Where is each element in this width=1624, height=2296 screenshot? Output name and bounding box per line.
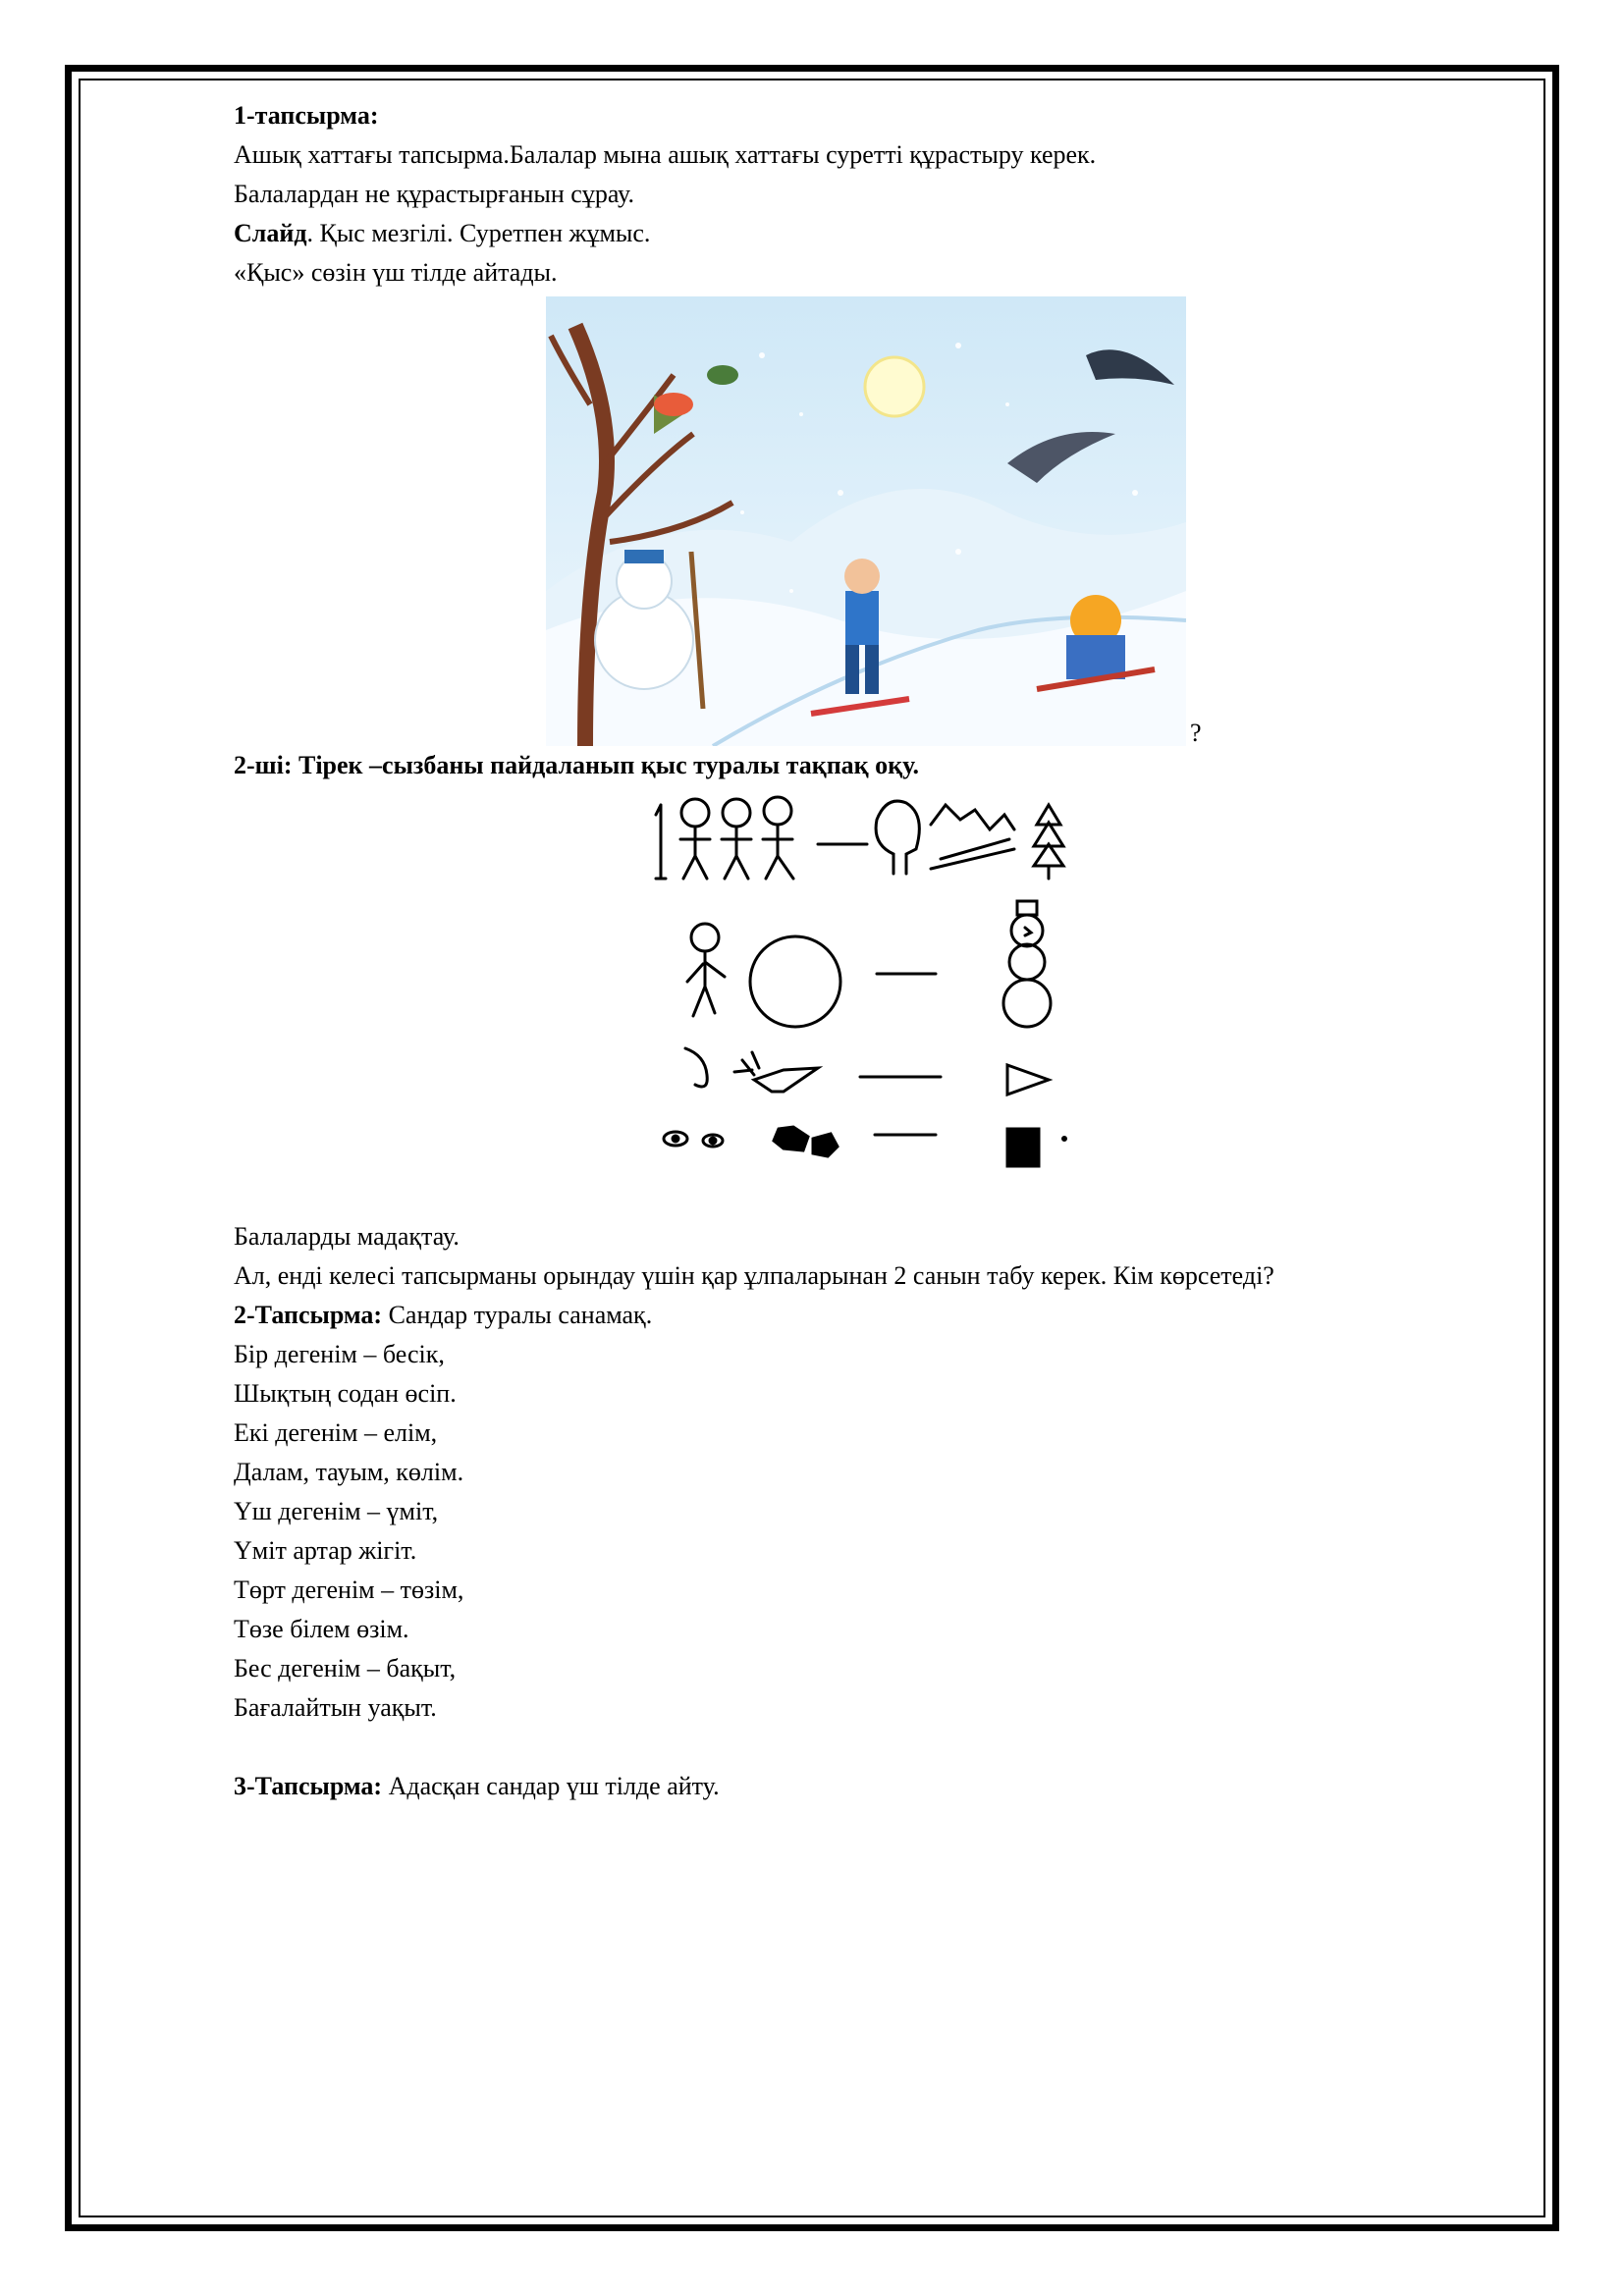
winter-scene-illustration	[546, 296, 1186, 746]
scheme-row-3	[685, 1048, 1049, 1095]
task1-line4: «Қыс» сөзін үш тілде айтады.	[234, 258, 558, 287]
next-task-intro: Ал, енді келесі тапсырманы орындау үшін қар ұлпаларынан 2 санын табу керек. Кім көрсетеді?	[234, 1261, 1274, 1290]
task1-line2: Балалардан не құрастырғанын сұрау.	[234, 180, 634, 208]
document-body	[234, 96, 1510, 1806]
support-scheme	[234, 785, 1510, 1217]
poem-line: Шықтың содан өсіп.	[234, 1379, 457, 1408]
poem-line: Далам, тауым, көлім.	[234, 1458, 464, 1486]
task2-reading-title: 2-ші: Тірек –сызбаны пайдаланып қыс туралы тақпақ оқу.	[234, 751, 920, 779]
task3-text: Адасқан сандар үш тілде айту.	[382, 1772, 720, 1800]
scheme-row-4	[664, 1127, 1066, 1166]
poem-line: Үміт артар жігіт.	[234, 1536, 417, 1565]
poem-line: Үш дегенім – үміт,	[234, 1497, 439, 1525]
task2-text: Сандар туралы санамақ.	[382, 1301, 653, 1329]
poem-line: Бағалайтын уақыт.	[234, 1693, 437, 1722]
slide-label: Слайд	[234, 219, 307, 247]
scheme-row-1	[656, 797, 1063, 879]
picture-question-mark: ?	[1190, 719, 1202, 747]
poem-line: Бес дегенім – бақыт,	[234, 1654, 457, 1682]
task1-line1: Ашық хаттағы тапсырма.Балалар мына ашық хаттағы суретті құрастыру керек.	[234, 140, 1097, 169]
poem-line: Бір дегенім – бесік,	[234, 1340, 445, 1368]
task3-label: 3-Тапсырма:	[234, 1772, 383, 1800]
task2-title	[234, 1296, 1510, 1335]
task2-label: 2-Тапсырма:	[234, 1301, 383, 1329]
poem-line: Төзе білем өзім.	[234, 1615, 409, 1643]
task1-title: 1-тапсырма:	[234, 101, 379, 130]
task1-slide-line	[234, 214, 1510, 253]
scheme-row-2	[687, 901, 1051, 1027]
poem-line: Екі дегенім – елім,	[234, 1418, 438, 1447]
support-scheme-drawing	[636, 785, 1108, 1217]
poem-line: Төрт дегенім – төзім,	[234, 1575, 464, 1604]
slide-text: . Қыс мезгілі. Суретпен жұмыс.	[306, 219, 651, 247]
blank-line	[234, 1728, 1510, 1767]
winter-scene-picture	[546, 296, 1202, 747]
praise-line: Балаларды мадақтау.	[234, 1222, 460, 1251]
task3-title	[234, 1767, 1510, 1806]
